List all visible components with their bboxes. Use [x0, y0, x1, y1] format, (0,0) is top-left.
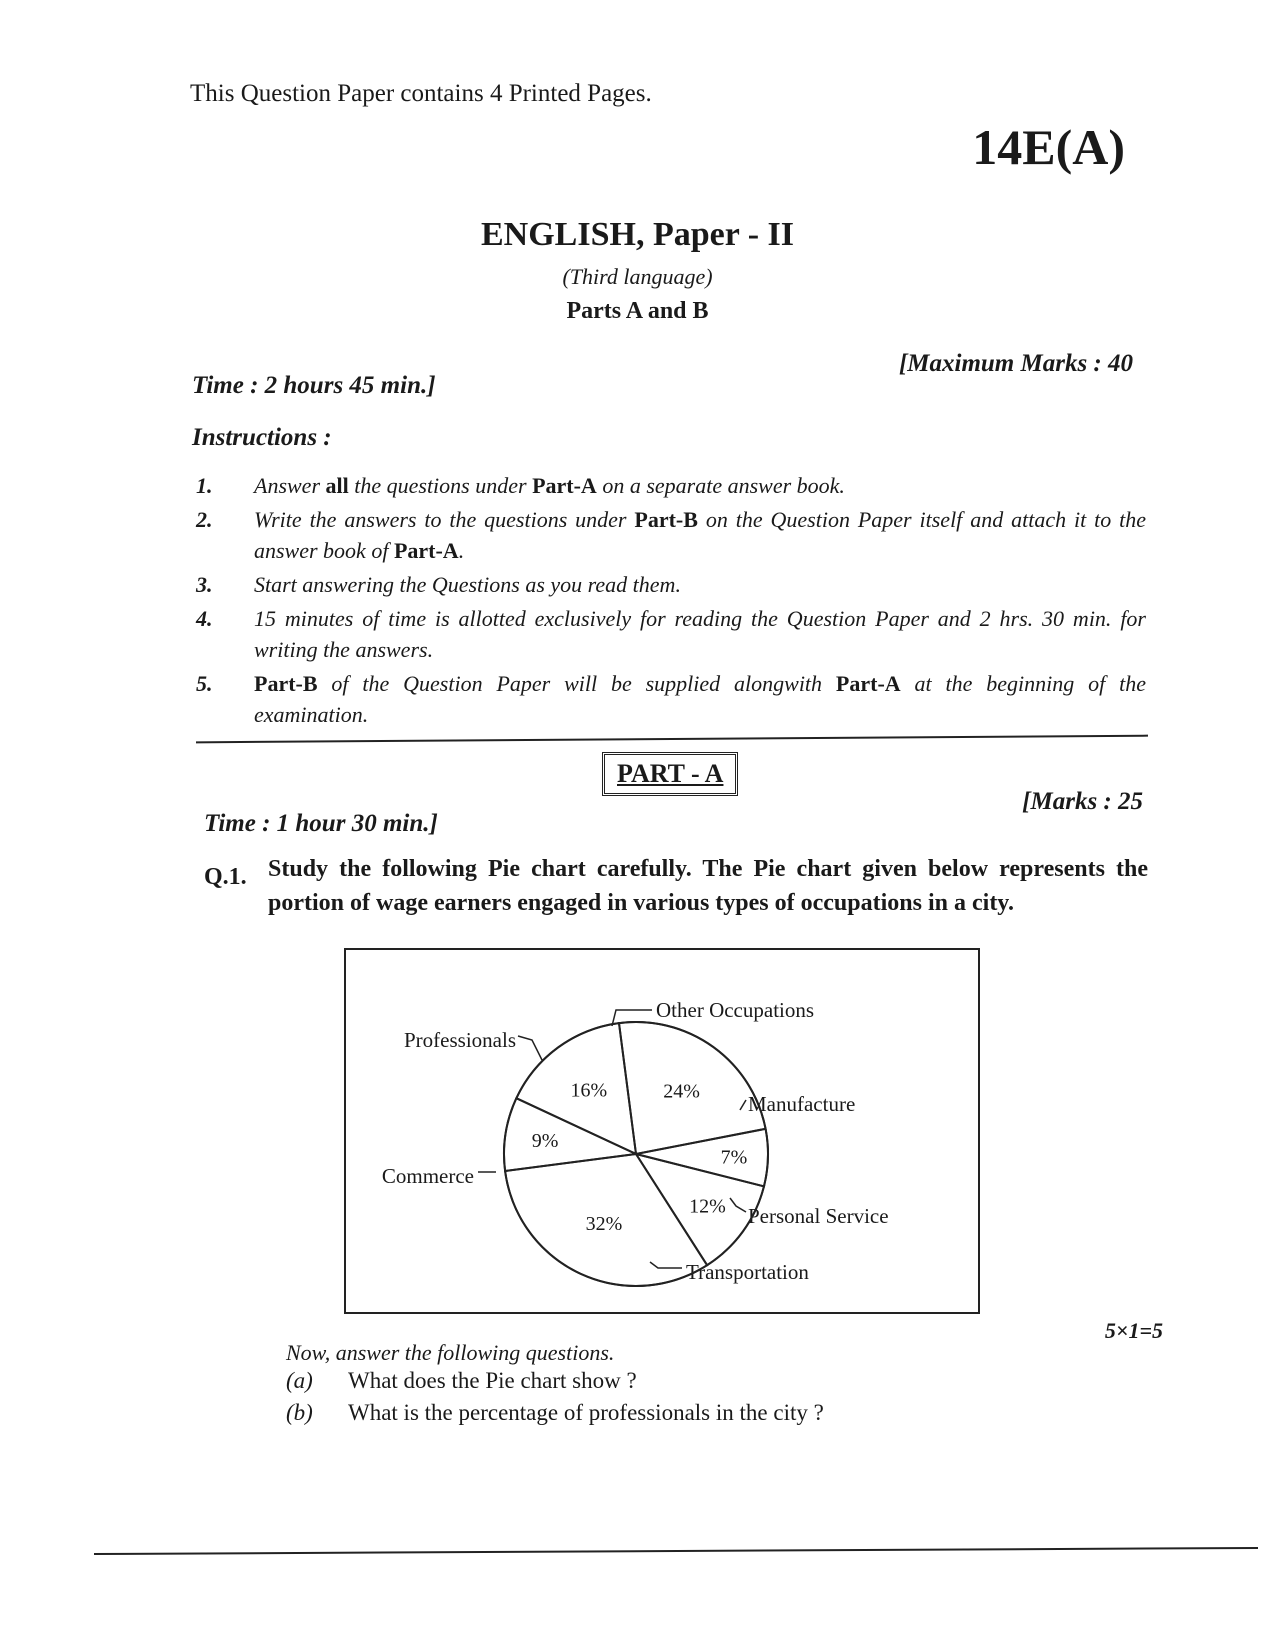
pie-slice-personal-service	[636, 1129, 768, 1187]
pie-slice-value-label: 12%	[689, 1195, 726, 1218]
instruction-text: Write the answers to the questions under Part-B on the Question Paper itself and attach it to the answer book of Part-A.	[254, 507, 1147, 563]
score-label: 5×1=5	[1104, 1318, 1163, 1343]
pages-note: This Question Paper contains 4 Printed Pages.	[190, 80, 652, 107]
instruction-number: 2.	[196, 507, 213, 532]
instruction-text: Part-B of the Question Paper will be supplied alongwith Part-A at the beginning of the examination.	[254, 671, 1147, 727]
pie-category-label: Other Occupations	[656, 998, 815, 1022]
pie-chart-frame	[344, 948, 980, 1314]
pie-category-label: Commerce	[381, 1164, 474, 1188]
sub-question-label: (b)	[286, 1400, 313, 1425]
pie-category-label: Professionals	[404, 1028, 516, 1052]
paper-code: 14E(A)	[972, 119, 1125, 175]
instruction-text: Answer all the questions under Part-A on a separate answer book.	[254, 473, 845, 498]
sub-question	[286, 1400, 824, 1426]
instruction-item	[196, 668, 1146, 730]
part-a-time: Time : 1 hour 30 min.]	[204, 810, 438, 837]
pie-slice-value-label: 24%	[663, 1080, 700, 1103]
pie-slice-value-label: 7%	[720, 1146, 748, 1169]
question-number: Q.1.	[204, 864, 247, 890]
pie-slice-professionals	[504, 1098, 636, 1171]
page-subtitle: (Third language)	[562, 264, 713, 289]
pie-slice-value-label: 32%	[585, 1212, 623, 1235]
instruction-text: 15 minutes of time is allotted exclusively for reading the Question Paper and 2 hrs. 30 min. for writing the answers.	[254, 606, 1146, 662]
pie-category-label: Transportation	[686, 1260, 809, 1284]
instruction-item	[196, 569, 1146, 600]
sub-question-label: (a)	[286, 1368, 313, 1393]
page-title: ENGLISH, Paper - II	[481, 216, 794, 253]
pie-chart	[346, 950, 978, 1312]
sub-question-text: What is the percentage of professionals in the city ?	[348, 1400, 824, 1425]
part-a-marks: [Marks : 25	[1022, 788, 1143, 815]
section-divider	[196, 735, 1148, 744]
max-marks: [Maximum Marks : 40	[898, 350, 1133, 377]
instruction-item	[196, 504, 1146, 566]
pie-leader-line	[730, 1198, 746, 1212]
sub-question-text: What does the Pie chart show ?	[348, 1368, 637, 1393]
pie-slice-value-label: 9%	[531, 1129, 559, 1152]
footer-divider	[94, 1547, 1258, 1555]
pie-category-label: Manufacture	[748, 1092, 856, 1116]
question-text: Study the following Pie chart carefully. The Pie chart given below represents the portion of wage earners engaged in various types of occupations in a city.	[268, 856, 1148, 916]
sub-question	[286, 1368, 637, 1394]
instruction-number: 3.	[196, 572, 213, 597]
pie-leader-line	[650, 1262, 682, 1268]
instruction-item	[196, 470, 1146, 501]
pie-leader-line	[740, 1100, 746, 1110]
instructions-list	[196, 470, 1146, 733]
pie-leader-line	[518, 1036, 542, 1060]
instruction-item	[196, 603, 1146, 665]
parts-label: Parts A and B	[566, 298, 709, 324]
pie-category-label: Personal Service	[748, 1204, 889, 1228]
part-a-heading: PART - A	[602, 752, 738, 796]
instructions-heading: Instructions :	[192, 424, 332, 451]
total-time: Time : 2 hours 45 min.]	[192, 372, 436, 399]
pie-slice-value-label: 16%	[570, 1079, 608, 1102]
instruction-number: 4.	[196, 606, 213, 631]
instruction-number: 5.	[196, 671, 213, 696]
instruction-number: 1.	[196, 473, 213, 498]
instruction-text: Start answering the Questions as you read them.	[254, 572, 681, 597]
answer-intro: Now, answer the following questions.	[286, 1340, 615, 1365]
